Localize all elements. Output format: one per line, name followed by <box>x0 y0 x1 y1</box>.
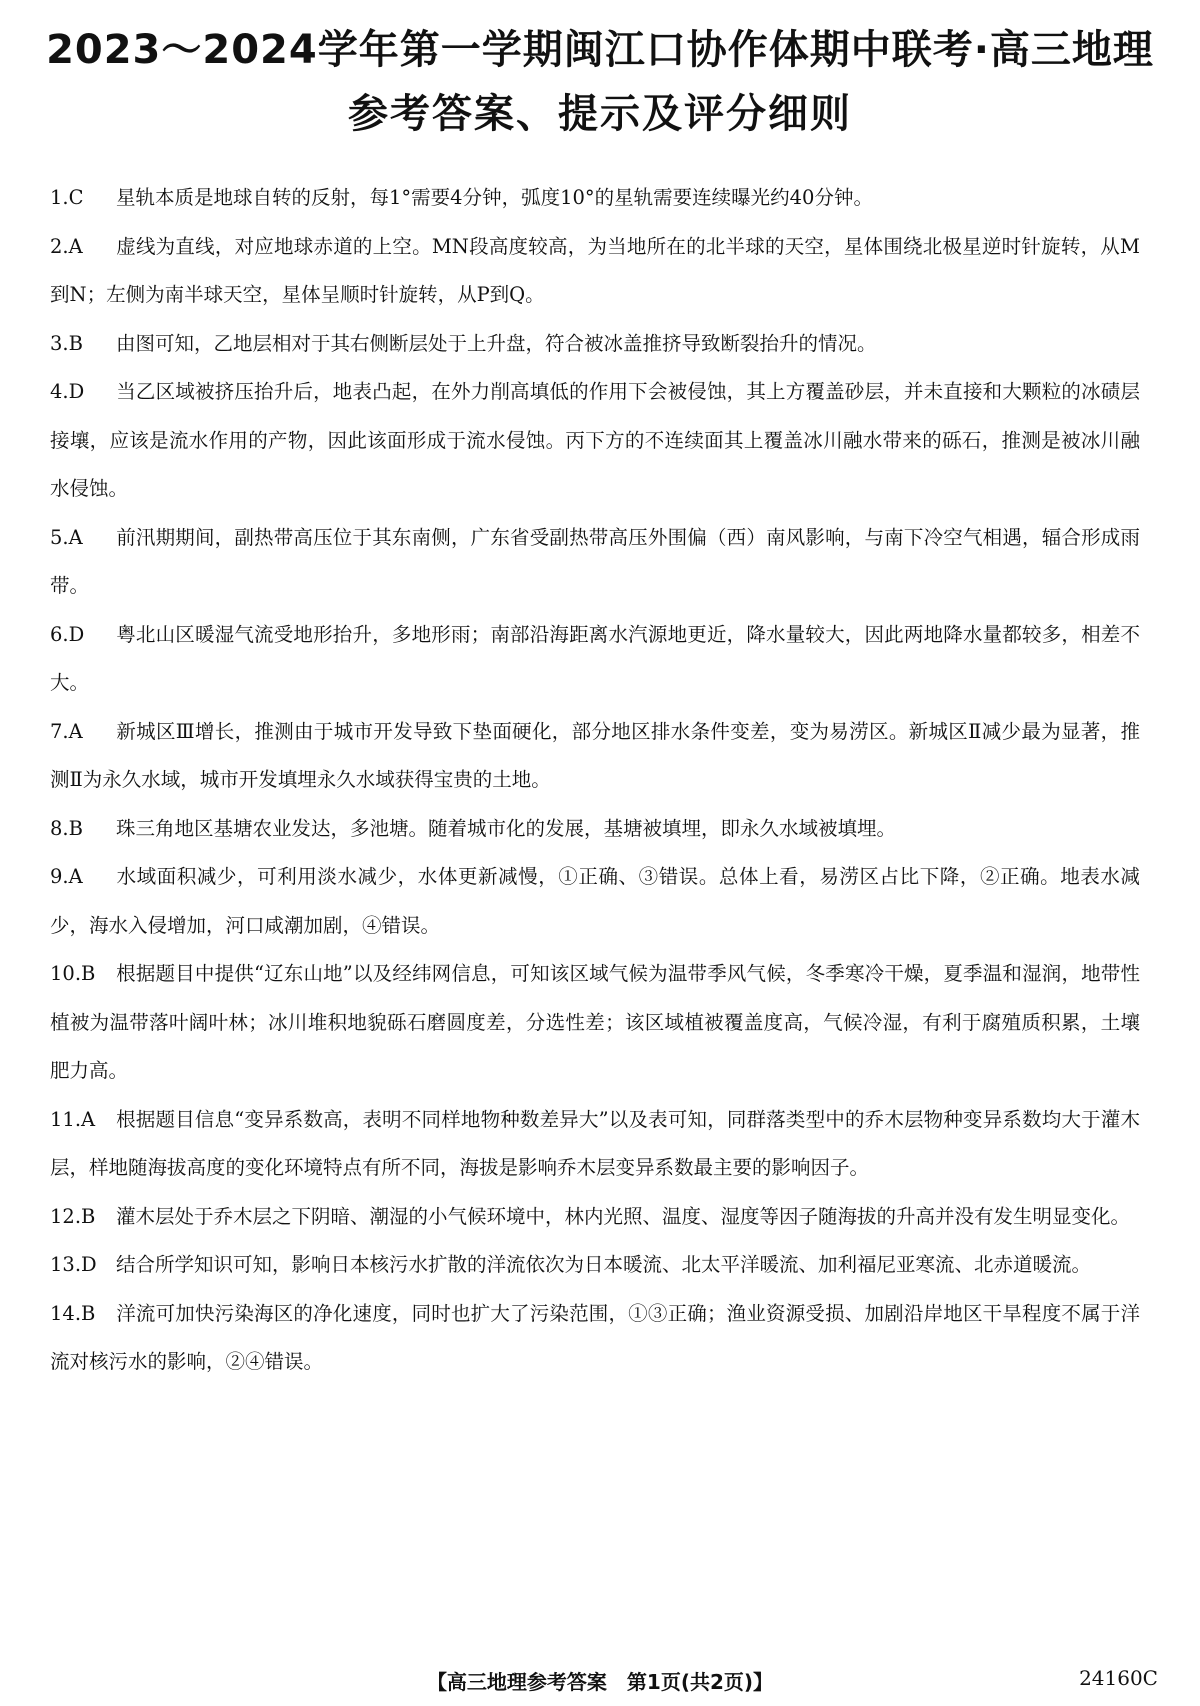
answer-item-4 <box>50 368 1140 514</box>
answer-item-5 <box>50 514 1140 611</box>
answer-label: 13.D <box>50 1253 97 1276</box>
answer-item-13 <box>50 1241 1140 1290</box>
page-title: 2023～2024学年第一学期闽江口协作体期中联考·高三地理 <box>46 27 1154 73</box>
answer-text: 由图可知，乙地层相对于其右侧断层处于上升盘，符合被冰盖推挤导致断裂抬升的情况。 <box>116 331 877 355</box>
footer-page-info: 【高三地理参考答案 第1页(共2页)】 <box>426 1670 774 1694</box>
answer-label: 14.B <box>50 1301 96 1325</box>
answer-label: 5.A <box>50 525 83 549</box>
answer-label: 4.D <box>50 380 85 403</box>
answer-list <box>50 174 1140 1387</box>
answer-item-9 <box>50 853 1140 950</box>
answer-text: 根据题目中提供“辽东山地”以及经纬网信息，可知该区域气候为温带季风气候，冬季寒冷干燥，夏季温和湿润，地带性植被为温带落叶阔叶林；冰川堆积地貌砾石磨圆度差，分选性差；该区域植被覆盖度高，气候冷湿，有利于腐殖质积累，土壤肥力高。 <box>50 962 1140 1082</box>
answer-label: 12.B <box>50 1204 96 1228</box>
answer-label: 1.C <box>50 186 84 209</box>
answer-text: 虚线为直线，对应地球赤道的上空。MN段高度较高，为当地所在的北半球的天空，星体围绕北极星逆时针旋转，从M到N；左侧为南半球天空，星体呈顺时针旋转，从P到Q。 <box>50 234 1140 306</box>
answer-item-8 <box>50 805 1140 854</box>
answer-item-7 <box>50 708 1140 805</box>
page-footer <box>0 1666 1200 1696</box>
answer-text: 前汛期期间，副热带高压位于其东南侧，广东省受副热带高压外围偏（西）南风影响，与南下冷空气相遇，辐合形成雨带。 <box>50 525 1140 597</box>
answer-label: 3.B <box>50 331 83 355</box>
answer-text: 星轨本质是地球自转的反射，每1°需要4分钟，弧度10°的星轨需要连续曝光约40分钟。 <box>116 186 873 209</box>
answer-item-10 <box>50 950 1140 1096</box>
answer-text: 洋流可加快污染海区的净化速度，同时也扩大了污染范围，①③正确；渔业资源受损、加剧沿岸地区干旱程度不属于洋流对核污水的影响，②④错误。 <box>50 1301 1140 1373</box>
answer-item-1 <box>50 174 1140 223</box>
answer-item-3 <box>50 320 1140 369</box>
answer-item-14 <box>50 1290 1140 1387</box>
answer-item-2 <box>50 223 1140 320</box>
answer-text: 水域面积减少，可利用淡水减少，水体更新减慢，①正确、③错误。总体上看，易涝区占比下降，②正确。地表水减少，海水入侵增加，河口咸潮加剧，④错误。 <box>50 865 1140 937</box>
answer-label: 2.A <box>50 234 83 258</box>
answer-item-12 <box>50 1193 1140 1242</box>
answer-label: 7.A <box>50 719 83 743</box>
answer-text: 粤北山区暖湿气流受地形抬升，多地形雨；南部沿海距离水汽源地更近，降水量较大，因此两地降水量都较多，相差不大。 <box>50 622 1140 694</box>
answer-label: 11.A <box>50 1107 96 1131</box>
answer-text: 灌木层处于乔木层之下阴暗、潮湿的小气候环境中，林内光照、温度、湿度等因子随海拔的升高并没有发生明显变化。 <box>116 1204 1131 1228</box>
answer-item-11 <box>50 1096 1140 1193</box>
footer-code: 24160C <box>1079 1666 1158 1690</box>
answer-label: 9.A <box>50 865 83 888</box>
answer-text: 新城区Ⅲ增长，推测由于城市开发导致下垫面硬化，部分地区排水条件变差，变为易涝区。新城区Ⅱ减少最为显著，推测Ⅱ为永久水域，城市开发填埋永久水域获得宝贵的土地。 <box>50 719 1140 791</box>
answer-text: 珠三角地区基塘农业发达，多池塘。随着城市化的发展，基塘被填埋，即永久水域被填埋。 <box>116 816 897 840</box>
answer-text: 根据题目信息“变异系数高，表明不同样地物种数差异大”以及表可知，同群落类型中的乔木层物种变异系数均大于灌木层，样地随海拔高度的变化环境特点有所不同，海拔是影响乔木层变异系数最主要的影响因子。 <box>50 1107 1140 1179</box>
answer-label: 8.B <box>50 816 83 840</box>
page-subtitle: 参考答案、提示及评分细则 <box>348 91 852 137</box>
answer-item-6 <box>50 611 1140 708</box>
answer-label: 10.B <box>50 962 96 985</box>
answer-text: 当乙区域被挤压抬升后，地表凸起，在外力削高填低的作用下会被侵蚀，其上方覆盖砂层，并未直接和大颗粒的冰碛层接壤，应该是流水作用的产物，因此该面形成于流水侵蚀。丙下方的不连续面其上覆盖冰川融水带来的砾石，推测是被冰川融水侵蚀。 <box>50 380 1140 500</box>
answer-label: 6.D <box>50 622 85 646</box>
answer-text: 结合所学知识可知，影响日本核污水扩散的洋流依次为日本暖流、北太平洋暖流、加利福尼亚寒流、北赤道暖流。 <box>116 1253 1092 1276</box>
